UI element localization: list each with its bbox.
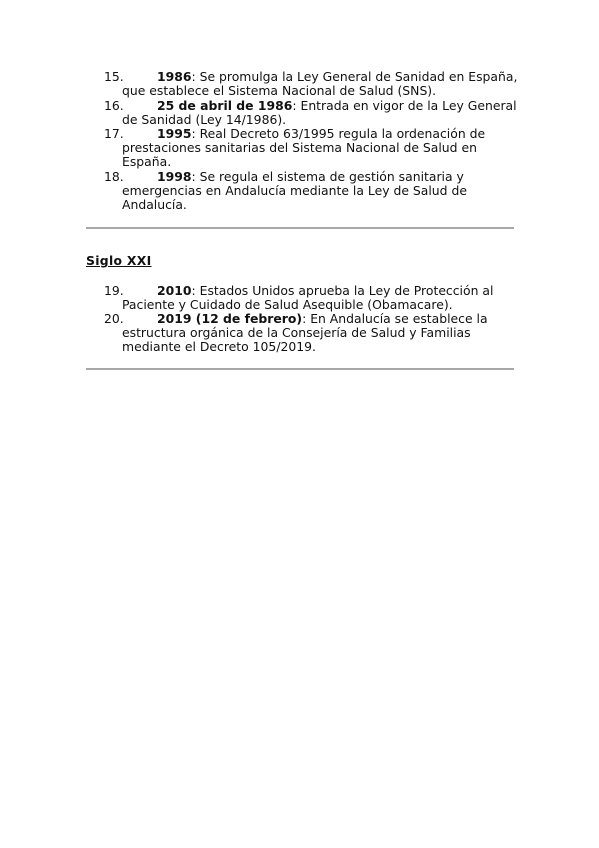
list-item-number: 17.: [104, 126, 124, 141]
list-item-date: 1986: [157, 69, 192, 84]
list-item-date: 1995: [157, 126, 192, 141]
list-item-body: [104, 127, 524, 170]
list-item-text: : En Andalucía se establece la estructura orgánica de la Consejería de Salud y Familias mediante el Decreto 105/2019.: [122, 311, 488, 355]
list-item-body: [104, 284, 524, 312]
list-item-body: [104, 99, 524, 127]
list-item: [104, 127, 524, 170]
list-item-number: 15.: [104, 69, 124, 84]
list-item-date: 25 de abril de 1986: [157, 98, 293, 113]
list-item-number: 18.: [104, 169, 124, 184]
list-item-number: 16.: [104, 98, 124, 113]
list-item-body: [104, 312, 524, 355]
list-item-number: 19.: [104, 283, 124, 298]
section-heading: Siglo XXI: [86, 253, 152, 268]
list-item-body: [104, 70, 524, 98]
list-item-text: : Estados Unidos aprueba la Ley de Protección al Paciente y Cuidado de Salud Asequible (Obamacare).: [122, 283, 494, 313]
list-item-text: : Se regula el sistema de gestión sanitaria y emergencias en Andalucía mediante la Ley de Salud de Andalucía.: [122, 169, 467, 213]
list-item-date: 1998: [157, 169, 192, 184]
list-item: [104, 99, 524, 127]
list-item-text: : Real Decreto 63/1995 regula la ordenación de prestaciones sanitarias del Sistema Nacional de Salud en España.: [122, 126, 486, 170]
list-item: [104, 70, 524, 98]
list-item: [104, 312, 524, 355]
list-item-text: : Se promulga la Ley General de Sanidad en España, que establece el Sistema Nacional de Salud (SNS).: [122, 69, 518, 99]
list-item-number: 20.: [104, 311, 124, 326]
list-item-body: [104, 170, 524, 213]
section-divider: [86, 227, 514, 229]
list-item: [104, 284, 524, 312]
list-item-date: 2019 (12 de febrero): [157, 311, 303, 326]
list-item-date: 2010: [157, 283, 192, 298]
section-divider: [86, 368, 514, 370]
list-item: [104, 170, 524, 213]
list-item-text: : Entrada en vigor de la Ley General de Sanidad (Ley 14/1986).: [122, 98, 517, 128]
